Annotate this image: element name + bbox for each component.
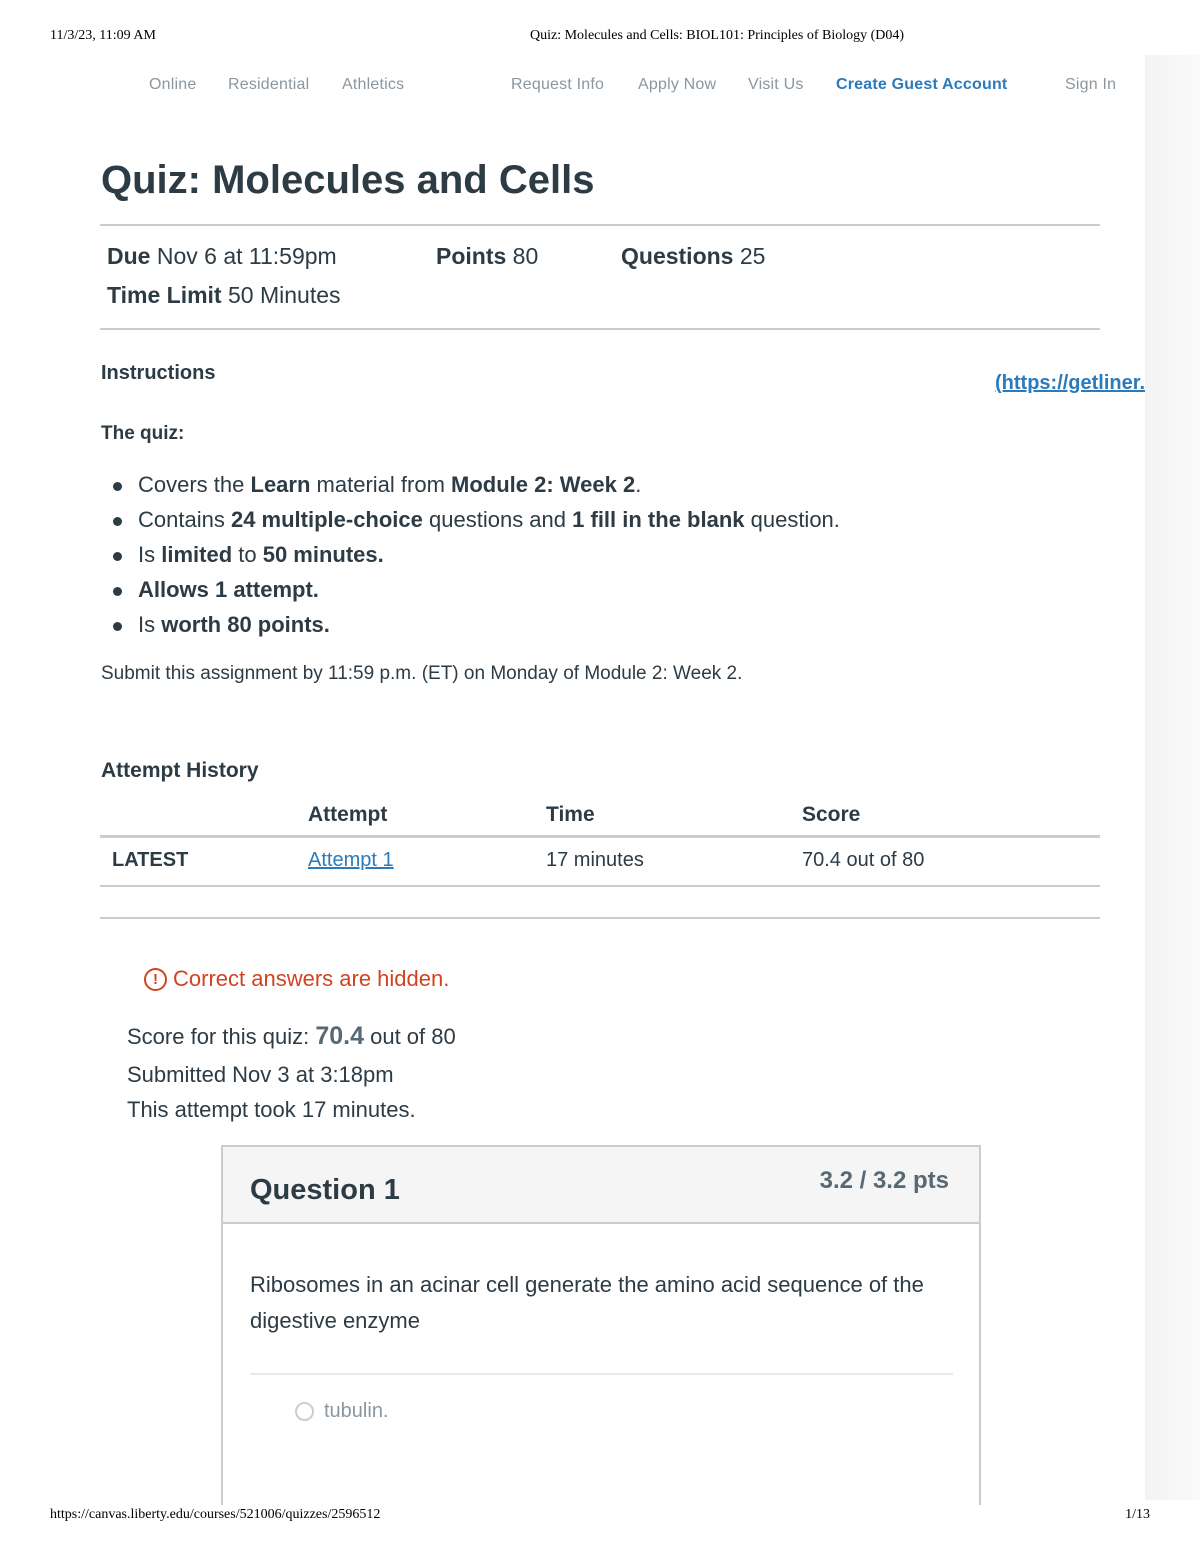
print-page-number: 1/13 bbox=[1125, 1507, 1150, 1522]
text-bold: 1 fill in the blank bbox=[572, 507, 745, 532]
attempt-score bbox=[802, 849, 924, 872]
text-bold: Learn bbox=[250, 472, 311, 497]
divider bbox=[100, 917, 1100, 919]
text: question. bbox=[744, 507, 840, 532]
question-text: Ribosomes in an acinar cell generate the amino acid sequence of the digestive enzyme bbox=[250, 1272, 924, 1333]
instructions-heading: Instructions bbox=[101, 362, 216, 384]
quiz-points bbox=[436, 243, 538, 270]
nav-visit-us-link[interactable]: Visit Us bbox=[748, 76, 804, 93]
quiz-questions bbox=[621, 243, 765, 270]
print-url: https://canvas.liberty.edu/courses/521006/quizzes/2596512 bbox=[50, 1507, 381, 1522]
score-value: 70.4 bbox=[802, 849, 841, 871]
nav-online-link[interactable]: Online bbox=[149, 76, 197, 93]
quiz-due bbox=[107, 243, 337, 270]
text: material from bbox=[310, 472, 452, 497]
list-item bbox=[110, 610, 840, 645]
text: Covers the bbox=[138, 472, 251, 497]
score-value: 70.4 bbox=[315, 1022, 364, 1050]
text: Is bbox=[138, 542, 162, 567]
time-limit-label: Time Limit bbox=[107, 282, 222, 308]
text: Is bbox=[138, 612, 162, 637]
text-bold: worth 80 points. bbox=[161, 612, 330, 637]
quiz-time-limit bbox=[107, 282, 341, 309]
nav-residential-link[interactable]: Residential bbox=[228, 76, 310, 93]
page-title: Quiz: Molecules and Cells bbox=[101, 158, 595, 202]
hidden-answers-text: Correct answers are hidden. bbox=[173, 966, 450, 991]
questions-value: 25 bbox=[739, 243, 766, 269]
list-item bbox=[110, 505, 840, 540]
score-suffix: out of 80 bbox=[363, 1024, 456, 1049]
divider bbox=[100, 328, 1100, 330]
print-doc-title: Quiz: Molecules and Cells: BIOL101: Principles of Biology (D04) bbox=[530, 28, 905, 43]
list-item bbox=[110, 575, 840, 610]
instructions-intro: The quiz: bbox=[101, 423, 185, 444]
text-bold: limited bbox=[161, 542, 233, 567]
nav-apply-now-link[interactable]: Apply Now bbox=[638, 76, 717, 93]
answer-label: tubulin. bbox=[324, 1400, 389, 1422]
table-header-divider bbox=[100, 835, 1100, 838]
text: questions and bbox=[422, 507, 573, 532]
instructions-list bbox=[110, 470, 840, 645]
top-navigation bbox=[0, 76, 1145, 100]
text-bold: 24 multiple-choice bbox=[230, 507, 423, 532]
nav-request-info-link[interactable]: Request Info bbox=[511, 76, 605, 93]
time-limit-value: 50 Minutes bbox=[228, 282, 341, 308]
print-datetime: 11/3/23, 11:09 AM bbox=[50, 28, 156, 43]
score-prefix: Score for this quiz: bbox=[127, 1024, 316, 1049]
nav-athletics-link[interactable]: Athletics bbox=[342, 76, 405, 93]
points-value: 80 bbox=[512, 243, 539, 269]
list-item bbox=[110, 470, 840, 505]
text-bold: Module 2: Week 2 bbox=[451, 472, 636, 497]
attempt-duration: This attempt took 17 minutes. bbox=[127, 1097, 416, 1122]
column-header-attempt: Attempt bbox=[308, 803, 388, 826]
column-header-time: Time bbox=[546, 803, 595, 826]
score-rest: out of 80 bbox=[840, 849, 925, 871]
attempt-link[interactable]: Attempt 1 bbox=[308, 849, 394, 871]
question-card bbox=[221, 1145, 981, 1505]
radio-button[interactable] bbox=[295, 1402, 314, 1421]
submitted-time: Submitted Nov 3 at 3:18pm bbox=[127, 1062, 394, 1087]
points-label: Points bbox=[436, 243, 507, 269]
submit-note: Submit this assignment by 11:59 p.m. (ET) on Monday of Module 2: Week 2. bbox=[101, 663, 743, 684]
text: . bbox=[635, 472, 642, 497]
alert-icon: ! bbox=[144, 968, 167, 991]
create-guest-account-link[interactable]: Create Guest Account bbox=[836, 76, 1008, 93]
text: Contains bbox=[138, 507, 231, 532]
quiz-score bbox=[127, 1022, 456, 1051]
attempt-time: 17 minutes bbox=[546, 849, 644, 871]
due-value: Nov 6 at 11:59pm bbox=[156, 243, 337, 269]
divider bbox=[100, 224, 1100, 226]
divider bbox=[250, 1373, 953, 1375]
print-header bbox=[50, 28, 1150, 48]
external-link[interactable]: (https://getliner. bbox=[995, 372, 1145, 394]
text-bold: Allows 1 attempt. bbox=[138, 577, 319, 602]
sign-in-link[interactable]: Sign In bbox=[1065, 76, 1117, 93]
question-title: Question 1 bbox=[250, 1174, 400, 1206]
hidden-answers-notice bbox=[144, 966, 449, 992]
questions-label: Questions bbox=[621, 243, 734, 269]
print-footer bbox=[50, 1507, 1150, 1527]
attempt-history-heading: Attempt History bbox=[101, 759, 259, 782]
text: to bbox=[232, 542, 263, 567]
due-label: Due bbox=[107, 243, 151, 269]
question-points: 3.2 / 3.2 pts bbox=[819, 1167, 949, 1194]
answer-option[interactable] bbox=[295, 1400, 389, 1423]
scrollbar-track[interactable] bbox=[1145, 55, 1200, 1500]
row-label: LATEST bbox=[112, 849, 189, 871]
column-header-score: Score bbox=[802, 803, 861, 826]
text-bold: 50 minutes. bbox=[262, 542, 384, 567]
table-row-divider bbox=[100, 885, 1100, 887]
list-item bbox=[110, 540, 840, 575]
question-header bbox=[223, 1147, 979, 1224]
